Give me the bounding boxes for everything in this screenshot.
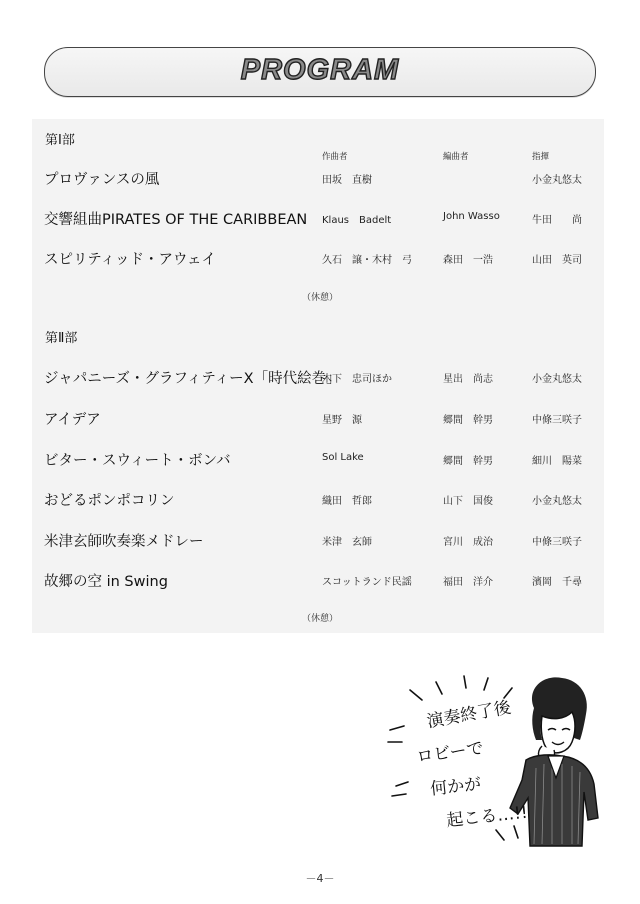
cartoon-illustration <box>376 668 616 850</box>
piece-title: プロヴァンスの風 <box>44 172 160 188</box>
composer-column-header: 作曲者 <box>322 152 348 162</box>
piece-composer: 田坂 直樹 <box>322 175 372 186</box>
program-row <box>0 489 640 511</box>
program-row <box>0 449 640 471</box>
program-title-banner <box>44 47 596 97</box>
illustration-text-line: 起こる…!! <box>445 802 529 832</box>
piece-title: 交響組曲PIRATES OF THE CARIBBEAN <box>44 212 308 228</box>
piece-conductor: 中條三咲子 <box>532 415 582 426</box>
piece-title: 故郷の空 in Swing <box>44 574 168 590</box>
piece-arranger: 福田 洋介 <box>443 577 493 588</box>
piece-conductor: 小金丸悠太 <box>532 496 582 507</box>
piece-conductor: 細川 陽菜 <box>532 456 582 467</box>
piece-composer: スコットランド民謡 <box>322 577 412 588</box>
piece-composer: 織田 哲郎 <box>322 496 372 507</box>
piece-title: スピリティッド・アウェイ <box>44 252 216 268</box>
piece-arranger: 郷間 幹男 <box>443 415 493 426</box>
page-number: －4－ <box>305 872 335 885</box>
piece-conductor: 小金丸悠太 <box>532 374 582 385</box>
conductor-column-header: 指揮 <box>532 152 550 162</box>
program-row <box>0 367 640 389</box>
program-row <box>0 530 640 552</box>
illustration-text-line: 何かが <box>429 774 483 800</box>
piece-arranger: 山下 国俊 <box>443 496 493 507</box>
piece-arranger: 郷間 幹男 <box>443 456 493 467</box>
piece-title: おどるポンポコリン <box>44 493 175 509</box>
piece-composer: 久石 譲・木村 弓 <box>322 255 412 266</box>
page-title: PROGRAM <box>240 54 400 86</box>
program-row <box>0 168 640 190</box>
part2-label: 第Ⅱ部 <box>45 331 78 346</box>
piece-arranger: 宮川 成治 <box>443 537 493 548</box>
piece-composer: 星野 源 <box>322 415 362 426</box>
illustration-text-line: ロビーで <box>415 738 485 768</box>
piece-title: ジャパニーズ・グラフィティーⅩ「時代絵巻」 <box>44 371 341 387</box>
piece-composer: 米津 玄師 <box>322 537 372 548</box>
program-row <box>0 570 640 592</box>
piece-composer: Sol Lake <box>322 452 364 463</box>
arranger-column-header: 編曲者 <box>443 152 469 162</box>
piece-conductor: 中條三咲子 <box>532 537 582 548</box>
piece-conductor: 山田 英司 <box>532 255 582 266</box>
piece-conductor: 濱岡 千尋 <box>532 577 582 588</box>
piece-title: アイデア <box>44 412 101 428</box>
part1-label: 第Ⅰ部 <box>45 133 75 148</box>
piece-arranger: 森田 一浩 <box>443 255 493 266</box>
intermission-label: （休憩） <box>301 293 338 303</box>
piece-arranger: 星出 尚志 <box>443 374 493 385</box>
piece-composer: 木下 忠司ほか <box>322 374 392 385</box>
program-row <box>0 248 640 270</box>
illustration-text-line: 演奏終了後 <box>425 697 513 733</box>
program-row <box>0 408 640 430</box>
piece-composer: Klaus Badelt <box>322 215 392 226</box>
piece-title: ビター・スウィート・ボンバ <box>44 453 231 469</box>
piece-conductor: 牛田 尚 <box>532 215 582 226</box>
piece-title: 米津玄師吹奏楽メドレー <box>44 534 204 550</box>
piece-arranger: John Wasso <box>443 211 500 222</box>
piece-conductor: 小金丸悠太 <box>532 175 582 186</box>
intermission-label: （休憩） <box>301 614 338 624</box>
program-row <box>0 208 640 230</box>
